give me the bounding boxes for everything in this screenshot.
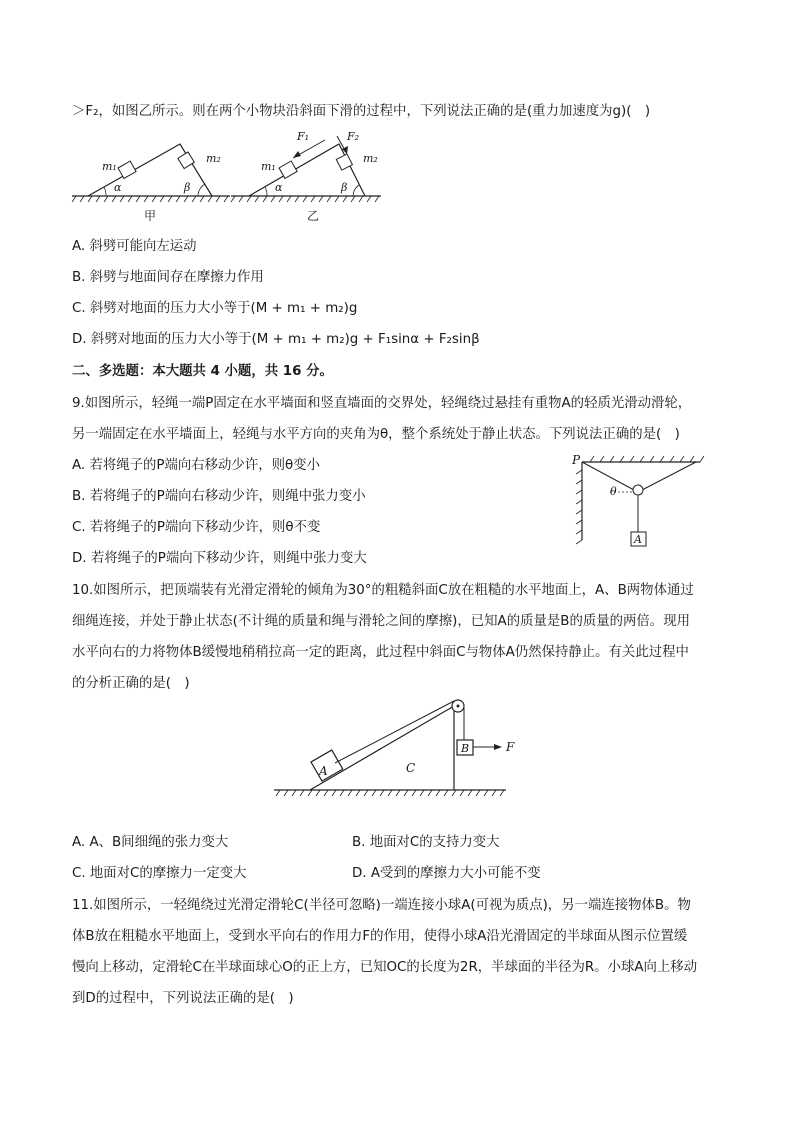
label-A: A — [634, 533, 642, 546]
q10-stem-line-4: 的分析正确的是( ) — [72, 676, 190, 691]
q11-stem-line-2: 体B放在粗糙水平地面上，受到水平向右的作用力F的作用，使得小球A沿光滑固定的半球面从图示位置缓 — [72, 929, 688, 944]
q11-stem-line-3: 慢向上移动，定滑轮C在半球面球心O的正上方，已知OC的长度为2R，半球面的半径为R。小球A向上移动 — [72, 960, 698, 975]
q11-stem-line-1: 11.如图所示，一轻绳绕过光滑定滑轮C(半径可忽略)一端连接小球A(可视为质点)，另一端连接物体B。物 — [72, 898, 691, 913]
label-m1: m₁ — [102, 160, 117, 173]
q9-option-a: A. 若将绳子的P端向右移动少许，则θ变小 — [72, 458, 320, 473]
label-P: P — [572, 453, 581, 467]
q9-option-c: C. 若将绳子的P端向下移动少许，则θ不变 — [72, 520, 321, 535]
label-alpha: α — [114, 181, 122, 194]
label-m1: m₁ — [261, 160, 276, 173]
q9-stem-line-2: 另一端固定在水平墙面上，轻绳与水平方向的夹角为θ，整个系统处于静止状态。下列说法正确的是( ) — [72, 427, 680, 442]
label-A: A — [319, 764, 328, 778]
figure-q9 — [570, 452, 710, 552]
q11-stem-line-4: 到D的过程中，下列说法正确的是( ) — [72, 991, 294, 1006]
figure-jia — [72, 140, 232, 223]
q9-stem-line-1: 9.如图所示，轻绳一端P固定在水平墙面和竖直墙面的交界处，轻绳绕过悬挂有重物A的轻质光滑动滑轮， — [72, 396, 692, 411]
label-F: F — [506, 740, 515, 754]
q10-option-a: A. A、B间细绳的张力变大 — [72, 835, 229, 850]
label-m2: m₂ — [206, 152, 221, 165]
label-beta: β — [341, 181, 348, 194]
q8-stem-tail: ＞F₂，如图乙所示。则在两个小物块沿斜面下滑的过程中，下列说法正确的是(重力加速度为g)( ) — [72, 104, 651, 119]
q10-option-b: B. 地面对C的支持力变大 — [352, 835, 500, 850]
q10-stem-line-1: 10.如图所示，把顶端装有光滑定滑轮的倾角为30°的粗糙斜面C放在粗糙的水平地面上，A、B两物体通过 — [72, 583, 694, 598]
q10-option-c: C. 地面对C的摩擦力一定变大 — [72, 866, 247, 881]
q10-stem-line-2: 细绳连接，并处于静止状态(不计绳的质量和绳与滑轮之间的摩擦)，已知A的质量是B的质量的两倍。现用 — [72, 614, 690, 629]
caption-jia: 甲 — [144, 209, 157, 223]
q10-stem-line-3: 水平向右的力将物体B缓慢地稍稍拉高一定的距离，此过程中斜面C与物体A仍然保持静止。有关此过程中 — [72, 645, 689, 660]
label-alpha: α — [275, 181, 283, 194]
q10-option-d: D. A受到的摩擦力大小可能不变 — [352, 866, 541, 881]
figure-yi — [231, 130, 391, 223]
label-B: B — [461, 742, 470, 755]
q8-option-b: B. 斜劈与地面间存在摩擦力作用 — [72, 270, 264, 285]
figure-q10 — [274, 692, 534, 802]
label-F2: F₂ — [347, 130, 360, 143]
label-F1: F₁ — [297, 130, 310, 143]
label-theta: θ — [610, 485, 617, 498]
label-beta: β — [184, 181, 191, 194]
q8-option-d: D. 斜劈对地面的压力大小等于(M + m₁ + m₂)g + F₁sinα + F₂sinβ — [72, 332, 480, 347]
label-m2: m₂ — [363, 152, 378, 165]
q9-option-b: B. 若将绳子的P端向右移动少许，则绳中张力变小 — [72, 489, 366, 504]
q8-option-a: A. 斜劈可能向左运动 — [72, 239, 197, 254]
label-C: C — [406, 761, 416, 775]
q9-option-d: D. 若将绳子的P端向下移动少许，则绳中张力变大 — [72, 551, 367, 566]
section-heading: 二、多选题：本大题共 4 小题，共 16 分。 — [72, 364, 333, 379]
q8-option-c: C. 斜劈对地面的压力大小等于(M + m₁ + m₂)g — [72, 301, 358, 316]
caption-yi: 乙 — [307, 209, 320, 223]
